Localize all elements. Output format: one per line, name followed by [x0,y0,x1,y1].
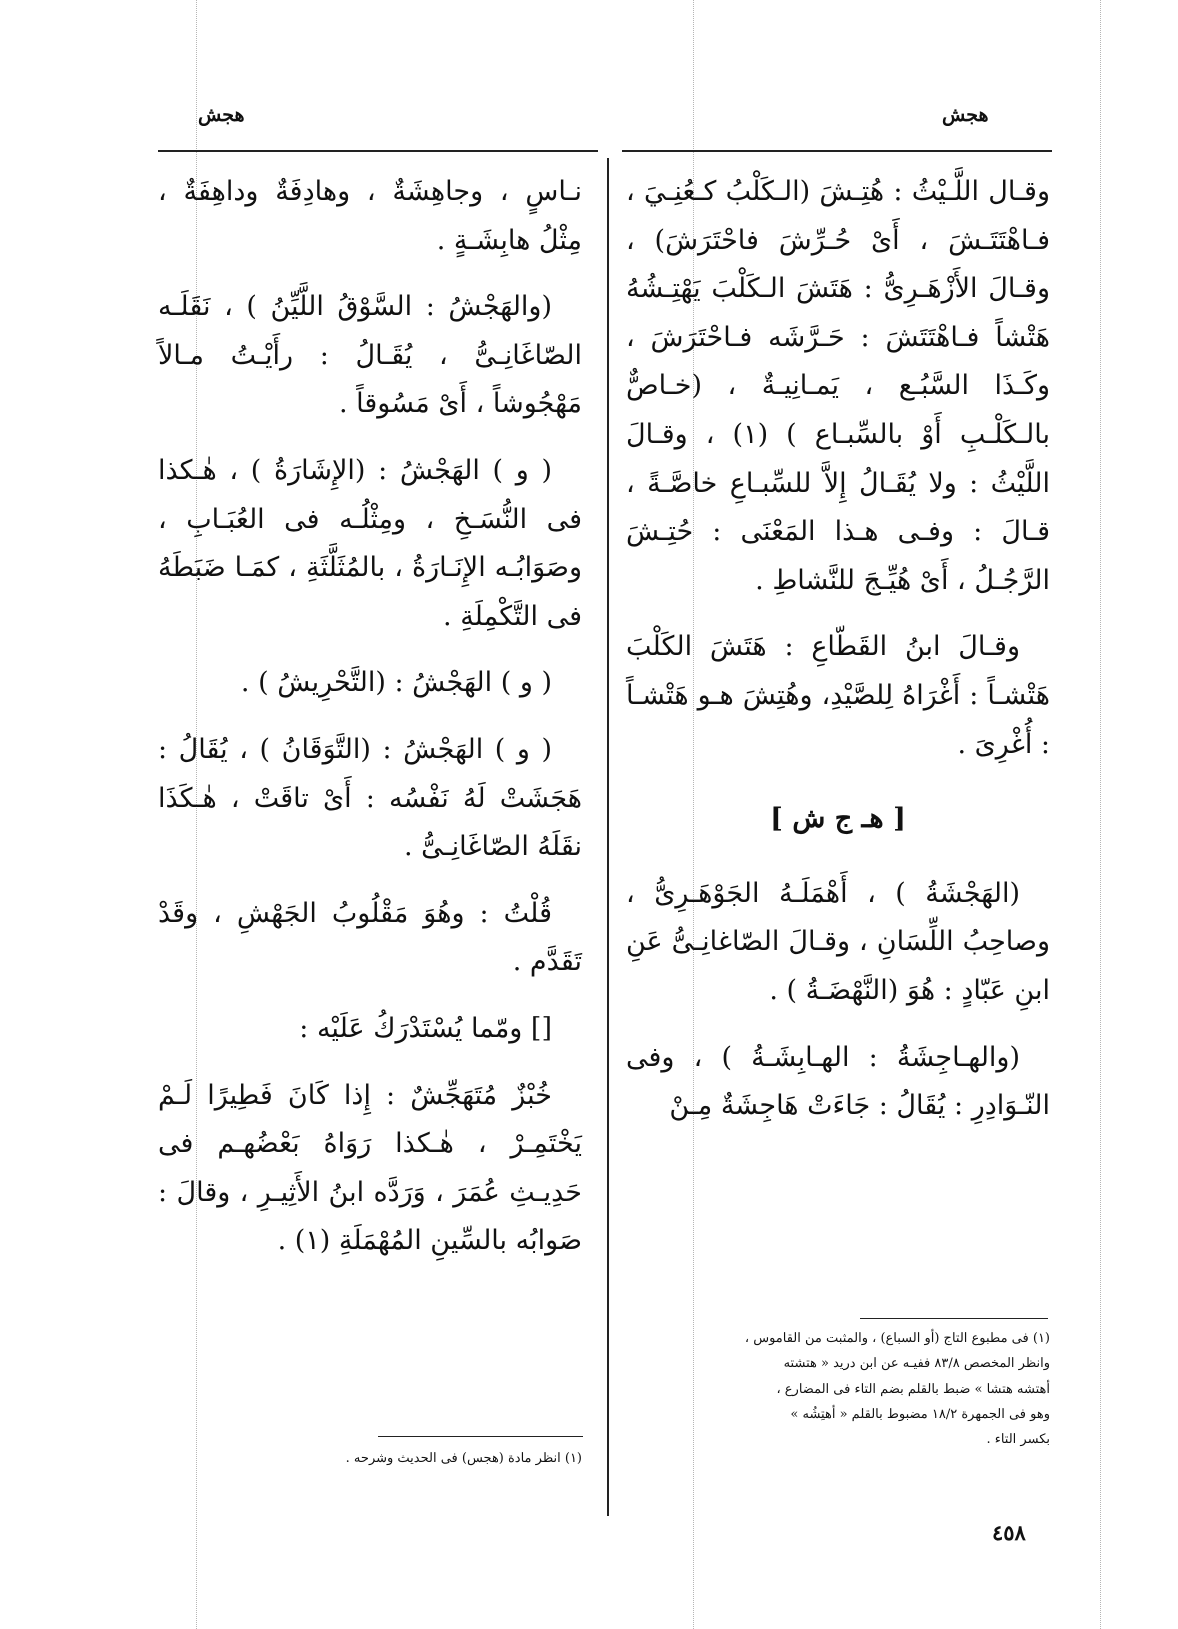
left-paragraph-4: ( و ) الهَجْشُ : (التَّحْرِيشُ ) . [240,667,552,699]
right-column [626,168,1050,1149]
right-footnote-line-2: وانظر المخصص ٨٣/٨ ففيـه عن ابن دريد « هتشته [783,1356,1050,1372]
left-footnote [158,1446,582,1471]
entry-heading: [ هـ ج ش ] [770,803,906,835]
right-footnote-line-5: بكسر التاء . [986,1432,1050,1448]
page-fold-line-right [1100,0,1101,1629]
left-column [158,168,582,1284]
left-paragraph-6: قُلْتُ : وهُوَ مَقْلُوبُ الجَهْشِ ، وقَدْ تَقَدَّم . [158,897,582,978]
left-paragraph-8: خُبْزٌ مُتَهَجِّشٌ : إِذا كَانَ فَطِيرًا لَـمْ يَخْتَمِـرْ ، هٰـكذا رَوَاهُ بَعْضُهـم فى حَدِيـثِ عُمَرَ ، وَرَدَّه ابنُ الأَثِيـرِ ، وقالَ : صَوابُه بالسِّينِ المُهْمَلَةِ (١) . [158,1079,582,1257]
right-paragraph-2: وقـالَ ابنُ القَطّاعِ : هَتَشَ الكَلْبَ هَتْشـاً : أَغْرَاهُ لِلصَّيْدِ، وهُتِشَ هـو هَتْشـاً : أُغْرِىَ . [626,631,1050,760]
right-footnote-line-3: أهتشه هتشا » ضبط بالقلم بضم التاء فى المضارع ، [776,1381,1050,1397]
right-footnote [626,1326,1050,1453]
right-paragraph-4: (الهَجْشَةُ ) ، أَهْمَلَـهُ الجَوْهَـرِىُّ ، وصاحِبُ اللِّسَانِ ، وقـالَ الصّاغانِـىُّ عَنِ ابنِ عَبّادٍ : هُوَ (النَّهْضَـةُ ) . [626,877,1050,1006]
left-paragraph-1: نـاسٍ ، وجاهِشَةٌ ، وهادِفَةٌ وداهِفَةٌ ، مِثْلُ هابِشَـةٍ . [158,176,582,256]
page-number: ٤٥٨ [992,1520,1026,1545]
left-footnote-line-1: (١) انظر مادة (هجس) فى الحديث وشرحه . [345,1451,582,1466]
left-paragraph-7: [] ومّما يُسْتَدْرَكُ عَلَيْه : [299,1012,552,1044]
right-paragraph-1: وقـال اللَّـيْثُ : هُتِـشَ (الـكَلْبُ كـعُنِـيَ ، فـاهْتَتَـشَ ، أَىْ حُـرِّشَ فاحْتَرَشَ) ، وقـالَ الأَزْهَـرِىُّ : هَتَشَ الـكَلْبَ يَهْتِـشُهُ هَتْشاً فـاهْتَتَشَ : حَـرَّشَه فـاحْتَرَشَ ، وكَـذَا السَّبُـع ، يَمـانِيـةٌ ، (خـاصٌّ بالـكَلْـبِ أَوْ بالسِّبـاع ) (١) ، وقـالَ اللَّيْثُ : ولا يُقَـالُ إِلاَّ للسِّبـاعِ خاصَّـةً ، قـالَ : وفـى هـذا المَعْنَى : حُتِـشَ الرَّجُـلُ ، أَىْ هُيِّـجَ للنَّشاطِ . [626,176,1050,596]
right-paragraph-5: (والهـاجِشَةُ : الهـابِشَـةُ ) ، وفى النّـوَادِرِ : يُقَالُ : جَاءَتْ هَاجِشَةٌ مِـنْ [626,1041,1050,1122]
right-footnote-line-1: (١) فى مطبوع التاج (أو السباع) ، والمثبت من القاموس ، [744,1331,1050,1346]
left-paragraph-5: ( و ) الهَجْشُ : (التَّوَقَانُ ) ، يُقَالُ : هَجَشَتْ لَهُ نَفْسُه : أَىْ تاقَتْ ، هٰـكَذَا نقَلَهُ الصّاغَانِـىُّ . [158,733,582,863]
left-paragraph-3: ( و ) الهَجْشُ : (الإِشَارَةُ ) ، هٰـكذا فى النُّسَـخِ ، ومِثْلُـه فى العُبَـابِ ، وصَوَابُـه الإِنَـارَةُ ، بالمُثَلَّثَةِ ، كمَـا ضَبَطَهُ فى التَّكْمِلَةِ . [158,454,582,632]
right-footnote-rule [860,1318,1048,1319]
left-footnote-rule [378,1436,583,1437]
right-footnote-line-4: وهو فى الجمهرة ١٨/٢ مضبوط بالقلم « أهتِشُه » [790,1407,1050,1423]
header-rule-right [622,150,1052,152]
left-paragraph-2: (والهَجْشُ : السَّوْقُ اللَّيِّنُ ) ، نَقَلَـه الصّاغَانِـىُّ ، يُقَـالُ : رأَيْـتُ مـالاً مَهْجُوشاً ، أَىْ مَسُوقاً . [158,291,582,420]
header-word-left: هجش [198,104,245,126]
column-divider [607,158,609,1516]
header-word-right: هجش [942,104,989,126]
header-rule-left [158,150,598,152]
